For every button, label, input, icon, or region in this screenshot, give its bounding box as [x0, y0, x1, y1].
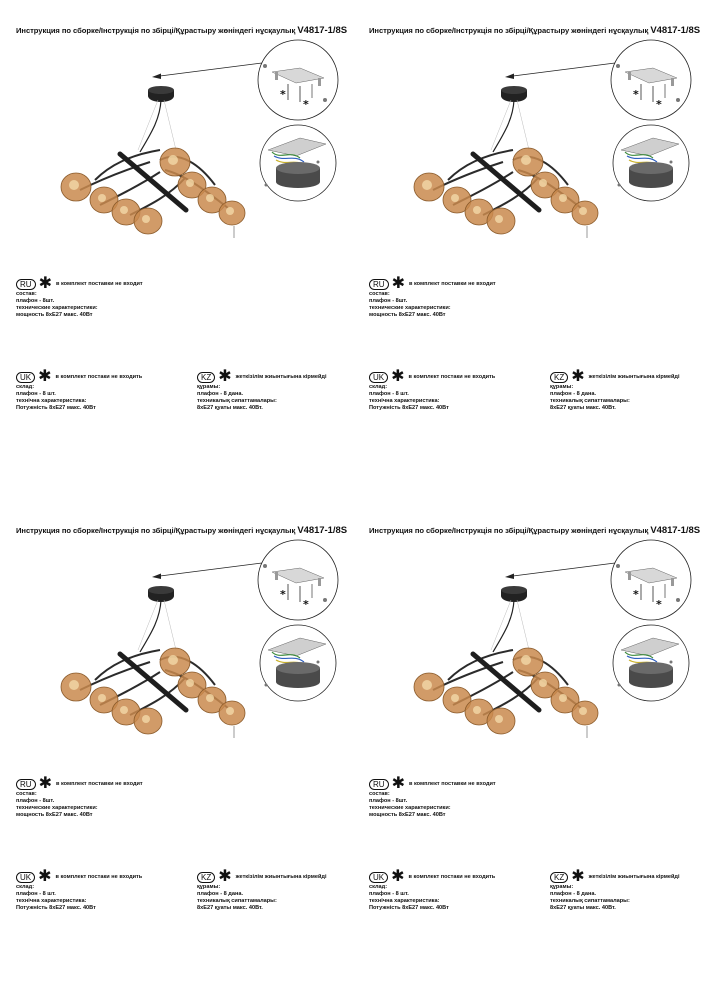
ru-note: в комплект поставки не входит	[408, 780, 496, 787]
svg-text:*: *	[633, 88, 639, 101]
model-number: V4817-1/8S	[297, 525, 347, 536]
model-number: V4817-1/8S	[650, 525, 700, 536]
asterisk-icon: ✱	[571, 868, 585, 885]
model-number: V4817-1/8S	[650, 25, 700, 36]
kz-line: құрамы:	[197, 884, 221, 890]
uk-line: Потужність 8хЕ27 макс. 40Вт	[16, 405, 96, 411]
ru-note: в комплект поставки не входит	[55, 280, 143, 287]
title-text: Инструкция по сборке/Інструкція по збірці/Құрастыру жөніндегі нұсқаулық	[369, 26, 649, 35]
model-number: V4817-1/8S	[297, 25, 347, 36]
uk-badge: UK	[16, 372, 35, 383]
uk-line: технічна характеристика:	[16, 398, 87, 404]
kz-section	[550, 868, 680, 912]
ru-line: технические характеристики:	[369, 805, 451, 811]
kz-badge: KZ	[550, 872, 568, 883]
uk-note: в комплект постаки не входить	[55, 873, 143, 880]
asterisk-icon: ✱	[391, 368, 405, 385]
asterisk-icon: ✱	[38, 775, 52, 792]
kz-line: техникалық сипаттамалары:	[197, 398, 277, 404]
title-text: Инструкция по сборке/Інструкція по збірці/Құрастыру жөніндегі нұсқаулық	[16, 526, 296, 535]
uk-line: склад:	[16, 884, 35, 890]
ru-section	[16, 775, 143, 819]
svg-text:*: *	[656, 598, 662, 611]
asterisk-icon: ✱	[38, 275, 52, 292]
ru-line: плафон - 8шт.	[369, 798, 408, 804]
uk-line: плафон - 8 шт.	[16, 391, 56, 397]
instruction-sheet-bottom-left	[0, 500, 353, 1000]
kz-note: жеткізілім жиынтығына кірмейді	[588, 873, 680, 880]
ru-line: технические характеристики:	[369, 305, 451, 311]
uk-line: склад:	[16, 384, 35, 390]
kz-line: құрамы:	[550, 384, 574, 390]
kz-line: плафон - 8 дана.	[550, 891, 597, 897]
kz-badge: KZ	[550, 372, 568, 383]
uk-line: Потужність 8хЕ27 макс. 40Вт	[369, 905, 449, 911]
uk-badge: UK	[16, 872, 35, 883]
ru-section	[16, 275, 143, 319]
kz-badge: KZ	[197, 372, 215, 383]
ru-line: состав:	[369, 791, 390, 797]
uk-line: Потужність 8хЕ27 макс. 40Вт	[16, 905, 96, 911]
uk-note: в комплект постаки не входить	[55, 373, 143, 380]
ru-line: мощность 8хЕ27 макс. 40Вт	[16, 812, 93, 818]
ru-line: плафон - 8шт.	[16, 298, 55, 304]
uk-line: склад:	[369, 384, 388, 390]
kz-line: құрамы:	[550, 884, 574, 890]
ru-line: плафон - 8шт.	[16, 798, 55, 804]
uk-badge: UK	[369, 872, 388, 883]
ru-line: состав:	[369, 291, 390, 297]
kz-line: 8хЕ27 қуаты макс. 40Вт.	[550, 405, 616, 411]
kz-line: құрамы:	[197, 384, 221, 390]
kz-line: плафон - 8 дана.	[197, 891, 244, 897]
kz-line: техникалық сипаттамалары:	[550, 898, 630, 904]
kz-badge: KZ	[197, 872, 215, 883]
kz-note: жеткізілім жиынтығына кірмейді	[588, 373, 680, 380]
instruction-sheet-top-left	[0, 0, 353, 500]
ru-line: мощность 8хЕ27 макс. 40Вт	[369, 312, 446, 318]
svg-text:*: *	[303, 98, 309, 111]
svg-text:*: *	[280, 88, 286, 101]
svg-text:*: *	[280, 588, 286, 601]
kz-line: 8хЕ27 қуаты макс. 40Вт.	[197, 905, 263, 911]
kz-line: техникалық сипаттамалары:	[550, 398, 630, 404]
kz-section	[197, 368, 327, 412]
asterisk-icon: ✱	[218, 868, 232, 885]
ru-badge: RU	[369, 779, 389, 790]
kz-line: 8хЕ27 қуаты макс. 40Вт.	[550, 905, 616, 911]
ru-line: мощность 8хЕ27 макс. 40Вт	[16, 312, 93, 318]
kz-line: техникалық сипаттамалары:	[197, 898, 277, 904]
svg-text:*: *	[303, 598, 309, 611]
uk-badge: UK	[369, 372, 388, 383]
kz-line: плафон - 8 дана.	[197, 391, 244, 397]
uk-line: технічна характеристика:	[369, 398, 440, 404]
svg-text:*: *	[633, 588, 639, 601]
title-text: Инструкция по сборке/Інструкція по збірці/Құрастыру жөніндегі нұсқаулық	[369, 526, 649, 535]
ru-section	[369, 275, 496, 319]
ru-line: состав:	[16, 291, 37, 297]
chandelier-illustration	[353, 0, 706, 260]
ru-note: в комплект поставки не входит	[55, 780, 143, 787]
asterisk-icon: ✱	[38, 368, 52, 385]
ru-line: состав:	[16, 791, 37, 797]
uk-note: в комплект постаки не входить	[408, 373, 496, 380]
asterisk-icon: ✱	[218, 368, 232, 385]
ru-badge: RU	[16, 279, 36, 290]
ru-badge: RU	[16, 779, 36, 790]
uk-note: в комплект постаки не входить	[408, 873, 496, 880]
ru-line: технические характеристики:	[16, 805, 98, 811]
uk-line: плафон - 8 шт.	[369, 391, 409, 397]
kz-section	[197, 868, 327, 912]
asterisk-icon: ✱	[38, 868, 52, 885]
kz-section	[550, 368, 680, 412]
uk-section	[369, 868, 496, 912]
chandelier-illustration	[0, 0, 353, 260]
asterisk-icon: ✱	[571, 368, 585, 385]
uk-section	[16, 868, 143, 912]
uk-line: склад:	[369, 884, 388, 890]
ru-note: в комплект поставки не входит	[408, 280, 496, 287]
ru-badge: RU	[369, 279, 389, 290]
ru-line: плафон - 8шт.	[369, 298, 408, 304]
instruction-sheet-top-right	[353, 0, 706, 500]
ru-section	[369, 775, 496, 819]
kz-line: 8хЕ27 қуаты макс. 40Вт.	[197, 405, 263, 411]
kz-note: жеткізілім жиынтығына кірмейді	[235, 373, 327, 380]
chandelier-illustration	[0, 500, 353, 760]
uk-line: технічна характеристика:	[16, 898, 87, 904]
uk-line: плафон - 8 шт.	[369, 891, 409, 897]
ru-line: технические характеристики:	[16, 305, 98, 311]
asterisk-icon: ✱	[391, 868, 405, 885]
asterisk-icon: ✱	[391, 275, 405, 292]
uk-section	[369, 368, 496, 412]
instruction-sheet-bottom-right	[353, 500, 706, 1000]
kz-line: плафон - 8 дана.	[550, 391, 597, 397]
uk-line: плафон - 8 шт.	[16, 891, 56, 897]
chandelier-illustration	[353, 500, 706, 760]
uk-line: технічна характеристика:	[369, 898, 440, 904]
uk-line: Потужність 8хЕ27 макс. 40Вт	[369, 405, 449, 411]
svg-text:*: *	[656, 98, 662, 111]
ru-line: мощность 8хЕ27 макс. 40Вт	[369, 812, 446, 818]
kz-note: жеткізілім жиынтығына кірмейді	[235, 873, 327, 880]
uk-section	[16, 368, 143, 412]
title-text: Инструкция по сборке/Інструкція по збірці/Құрастыру жөніндегі нұсқаулық	[16, 26, 296, 35]
asterisk-icon: ✱	[391, 775, 405, 792]
